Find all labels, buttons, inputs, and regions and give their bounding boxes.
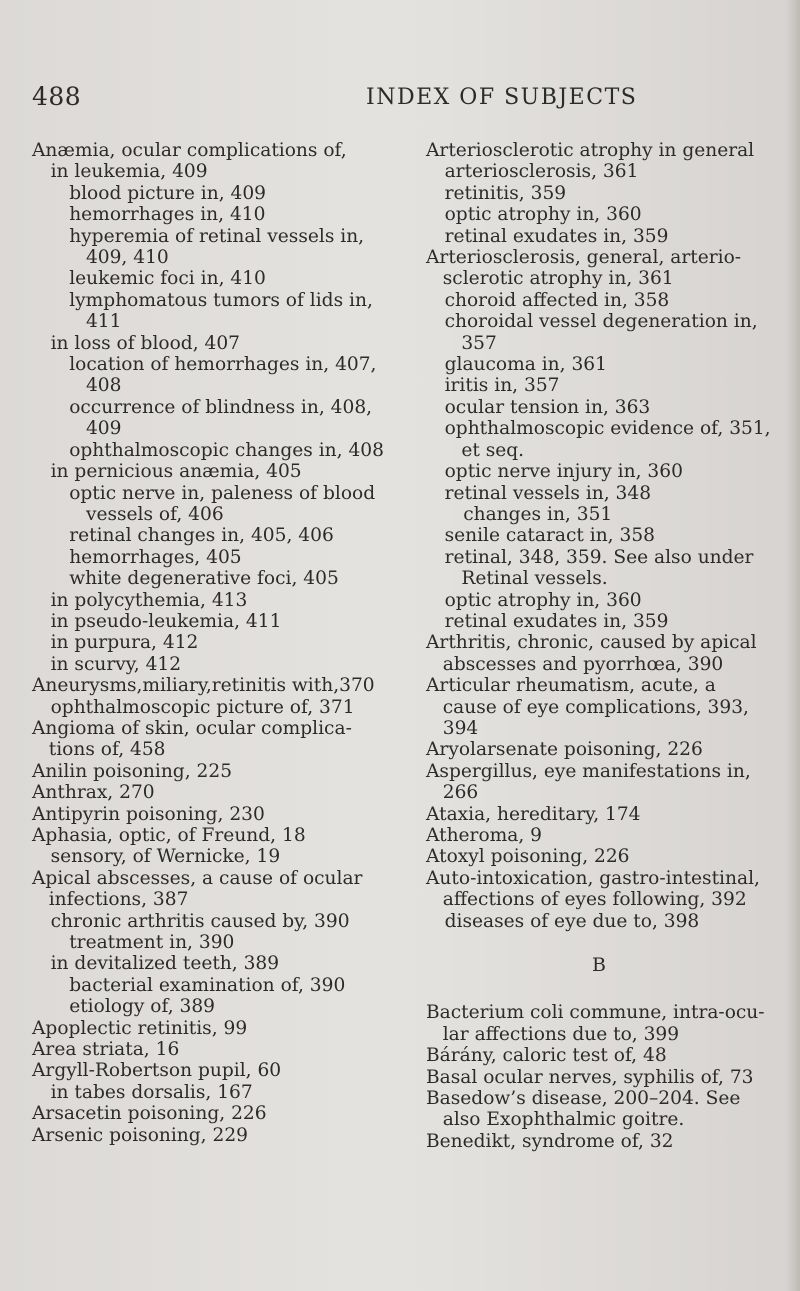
index-entry: Auto-intoxication, gastro-intestinal, affections of eyes following, 392 bbox=[426, 867, 760, 911]
index-entry: Basedow’s disease, 200–204. See also Exophthalmic goitre. bbox=[426, 1088, 741, 1131]
index-subentry: ophthalmoscopic evidence of, 351, et seq. bbox=[444, 418, 771, 461]
index-subentry: arteriosclerosis, 361 bbox=[444, 161, 639, 183]
index-entry: Bárány, caloric test of, 48 bbox=[426, 1045, 667, 1067]
index-subentry: etiology of, 389 bbox=[69, 996, 216, 1018]
index-entry: Ataxia, hereditary, 174 bbox=[426, 803, 641, 825]
index-subentry: in loss of blood, 407 bbox=[50, 332, 240, 354]
index-subentry: hemorrhages in, 410 bbox=[69, 204, 266, 226]
index-entry: Benedikt, syndrome of, 32 bbox=[426, 1130, 674, 1152]
index-subentry: occurrence of blindness in, 408, 409 bbox=[69, 396, 373, 440]
index-entry: Apical abscesses, a cause of ocular infections, 387 bbox=[32, 867, 363, 911]
index-subentry: optic atrophy in, 360 bbox=[444, 204, 642, 226]
index-entry: Area striata, 16 bbox=[32, 1039, 180, 1061]
page-header bbox=[30, 82, 770, 122]
index-subentry: location of hemorrhages in, 407, 408 bbox=[69, 354, 377, 397]
index-subentry: iritis in, 357 bbox=[444, 375, 560, 397]
index-entry: Apoplectic retinitis, 99 bbox=[32, 1017, 248, 1039]
index-entry: Bacterium coli commune, intra-ocular affections due to, 399 bbox=[426, 1002, 765, 1045]
index-subentry: treatment in, 390 bbox=[69, 932, 235, 954]
index-subentry: in pernicious anæmia, 405 bbox=[50, 461, 302, 483]
index-subentry: ophthalmoscopic changes in, 408 bbox=[69, 439, 384, 461]
index-subentry: retinal vessels in, 348 bbox=[444, 482, 652, 504]
index-entry: Atheroma, 9 bbox=[426, 825, 543, 846]
index-subentry: retinal exudates in, 359 bbox=[444, 225, 669, 247]
index-entry: Aneurysms,miliary,retinitis with,370 bbox=[32, 675, 375, 697]
index-entry: Arteriosclerosis, general, arteriosclerotic atrophy in, 361 bbox=[426, 247, 742, 290]
index-subentry: choroid affected in, 358 bbox=[444, 289, 670, 311]
section-letter-heading: B bbox=[592, 954, 606, 977]
index-subentry: diseases of eye due to, 398 bbox=[444, 910, 700, 932]
index-column-right bbox=[426, 140, 772, 1152]
index-subentry: lymphomatous tumors of lids in, 411 bbox=[69, 289, 373, 333]
index-entry: Aphasia, optic, of Freund, 18 bbox=[32, 825, 306, 846]
index-entry: Anthrax, 270 bbox=[32, 782, 155, 804]
index-subentry: in purpura, 412 bbox=[50, 632, 199, 654]
index-entry: Arsacetin poisoning, 226 bbox=[32, 1103, 267, 1125]
index-subentry: sensory, of Wernicke, 19 bbox=[50, 846, 281, 868]
index-entry: Arthritis, chronic, caused by apical abscesses and pyorrhœa, 390 bbox=[426, 632, 757, 675]
index-entry: Anilin poisoning, 225 bbox=[32, 760, 233, 782]
index-subentry: retinal exudates in, 359 bbox=[444, 610, 669, 632]
index-entry: Aspergillus, eye manifestations in, 266 bbox=[426, 760, 751, 804]
index-subentry: blood picture in, 409 bbox=[69, 182, 266, 204]
index-column-left bbox=[32, 140, 388, 1146]
index-subentry: chronic arthritis caused by, 390 bbox=[50, 910, 350, 932]
index-subentry: in leukemia, 409 bbox=[50, 161, 208, 183]
index-subentry: in pseudo-leukemia, 411 bbox=[50, 610, 282, 632]
index-subentry: ophthalmoscopic picture of, 371 bbox=[50, 696, 355, 718]
index-entry: Angioma of skin, ocular complications of, 458 bbox=[32, 717, 352, 761]
index-subentry: retinitis, 359 bbox=[444, 182, 567, 204]
index-subentry: in polycythemia, 413 bbox=[50, 589, 248, 611]
page-edge-shadow bbox=[786, 0, 800, 1291]
index-subentry: glaucoma in, 361 bbox=[444, 354, 607, 376]
index-subentry: choroidal vessel degeneration in, 357 bbox=[444, 311, 758, 354]
index-entry: Basal ocular nerves, syphilis of, 73 bbox=[426, 1066, 754, 1088]
index-subentry: optic nerve injury in, 360 bbox=[444, 461, 683, 483]
index-entry: Atoxyl poisoning, 226 bbox=[426, 846, 630, 868]
index-subentry: in devitalized teeth, 389 bbox=[50, 953, 280, 975]
index-subentry: bacterial examination of, 390 bbox=[69, 974, 346, 996]
index-subentry: senile cataract in, 358 bbox=[444, 525, 655, 547]
index-entry: Arteriosclerotic atrophy in general bbox=[426, 140, 755, 161]
index-subentry: retinal, 348, 359. See also under Retinal vessels. bbox=[444, 546, 754, 590]
index-subentry: changes in, 351 bbox=[463, 503, 613, 525]
index-entry: Anæmia, ocular complications of, bbox=[32, 140, 347, 161]
index-entry: Arsenic poisoning, 229 bbox=[32, 1124, 248, 1146]
index-subentry: ocular tension in, 363 bbox=[444, 396, 651, 418]
page-number: 488 bbox=[32, 82, 82, 111]
index-entry: Antipyrin poisoning, 230 bbox=[32, 803, 265, 825]
index-entry: Articular rheumatism, acute, a cause of eye complications, 393, 394 bbox=[426, 675, 749, 739]
index-subentry: in scurvy, 412 bbox=[50, 653, 182, 675]
running-title: INDEX OF SUBJECTS bbox=[366, 85, 638, 110]
index-subentry: optic nerve in, paleness of blood vessels of, 406 bbox=[69, 482, 376, 525]
index-subentry: leukemic foci in, 410 bbox=[69, 268, 266, 290]
index-subentry: retinal changes in, 405, 406 bbox=[69, 525, 334, 547]
index-entry: Aryolarsenate poisoning, 226 bbox=[426, 739, 703, 761]
index-subentry: hemorrhages, 405 bbox=[69, 546, 242, 568]
index-subentry: optic atrophy in, 360 bbox=[444, 589, 642, 611]
index-subentry: in tabes dorsalis, 167 bbox=[50, 1081, 253, 1103]
index-subentry: hyperemia of retinal vessels in, 409, 410 bbox=[69, 225, 365, 269]
index-entry: Argyll-Robertson pupil, 60 bbox=[32, 1060, 282, 1082]
index-subentry: white degenerative foci, 405 bbox=[69, 568, 339, 590]
